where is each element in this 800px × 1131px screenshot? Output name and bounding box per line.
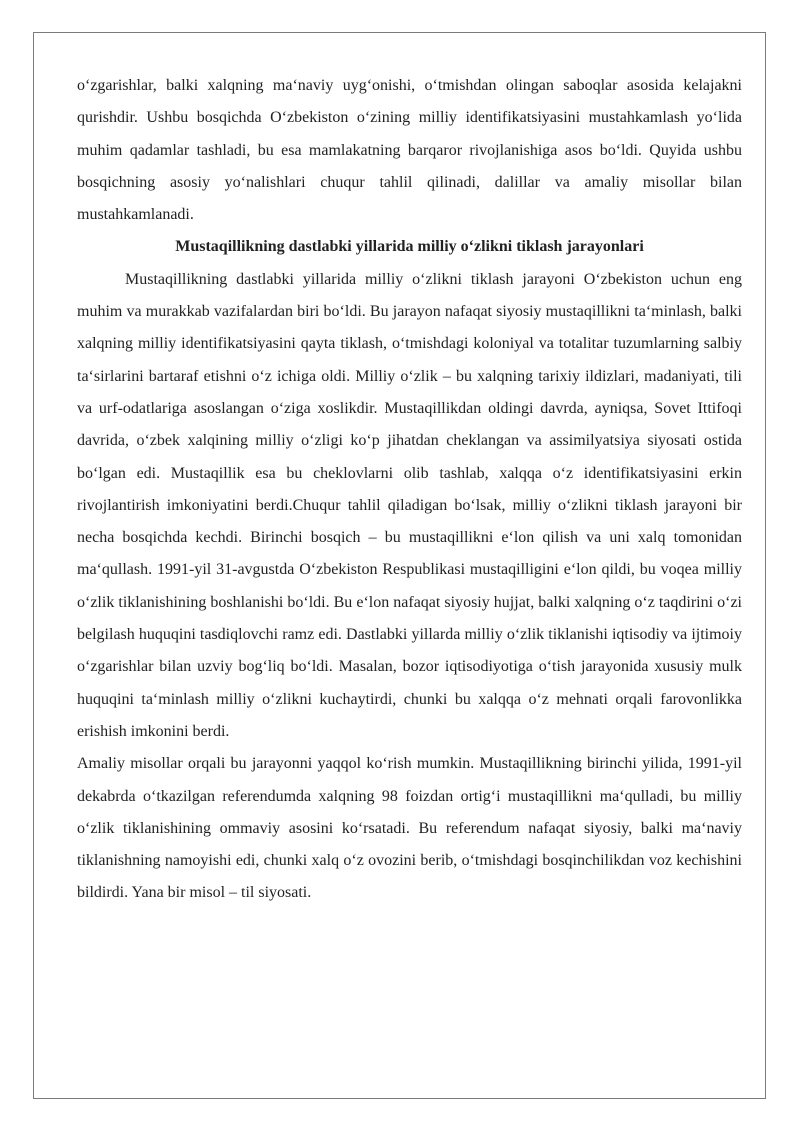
intro-paragraph: o‘zgarishlar, balki xalqning ma‘naviy uyg‘onishi, o‘tmishdan olingan saboqlar asosida kelajakni qurishdir. Ushbu bosqichda O‘zbekiston o‘zining milliy identifikatsiyasini mustahkamlash yo‘lida muhim qadamlar tashladi, bu esa mamlakatning barqaror rivojlanishiga asos bo‘ldi. Quyida ushbu bosqichning asosiy yo‘nalishlari chuqur tahlil qilinadi, dalillar va amaliy misollar bilan mustahkamlanadi. [77,77,742,224]
document-body [77,70,742,910]
body-paragraph-1: Mustaqillikning dastlabki yillarida milliy o‘zlikni tiklash jarayoni O‘zbekiston uchun eng muhim va murakkab vazifalardan biri bo‘ldi. Bu jarayon nafaqat siyosiy mustaqillikni ta‘minlash, balki xalqning milliy identifikatsiyasini qayta tiklash, o‘tmishdagi koloniyal va totalitar tuzumlarning salbiy ta‘sirlarini bartaraf etishni o‘z ichiga oldi. Milliy o‘zlik – bu xalqning tarixiy ildizlari, madaniyati, tili va urf-odatlariga asoslangan o‘ziga xoslikdir. Mustaqillikdan oldingi davrda, ayniqsa, Sovet Ittifoqi davrida, o‘zbek xalqining milliy o‘zligi ko‘p jihatdan cheklangan va assimilyatsiya siyosati ostida bo‘lgan edi. Mustaqillik esa bu cheklovlarni olib tashlab, xalqqa o‘z identifikatsiyasini erkin rivojlantirish imkoniyatini berdi.Chuqur tahlil qiladigan bo‘lsak, milliy o‘zlikni tiklash jarayoni bir necha bosqichda kechdi. Birinchi bosqich – bu mustaqillikni e‘lon qilish va uni xalq tomonidan ma‘qullash. 1991-yil 31-avgustda O‘zbekiston Respublikasi mustaqilligini e‘lon qildi, bu voqea milliy o‘zlik tiklanishining boshlanishi bo‘ldi. Bu e‘lon nafaqat siyosiy hujjat, balki xalqning o‘z taqdirini o‘zi belgilash huquqini tasdiqlovchi ramz edi. Dastlabki yillarda milliy o‘zlik tiklanishi iqtisodiy va ijtimoiy o‘zgarishlar bilan uzviy bog‘liq bo‘ldi. Masalan, bozor iqtisodiyotiga o‘tish jarayonida xususiy mulk huquqini ta‘minlash milliy o‘zlikni kuchaytirdi, chunki bu xalqqa o‘z mehnati orqali farovonlikka erishish imkonini berdi. [77,270,742,740]
body-paragraph-2: Amaliy misollar orqali bu jarayonni yaqqol ko‘rish mumkin. Mustaqillikning birinchi yilida, 1991-yil dekabrda o‘tkazilgan referendumda xalqning 98 foizdan ortig‘i mustaqillikni ma‘qulladi, bu milliy o‘zlik tiklanishining ommaviy asosini ko‘rsatadi. Bu referendum nafaqat siyosiy, balki ma‘naviy tiklanishning namoyishi edi, chunki xalq o‘z ovozini berib, o‘tmishdagi bosqinchilikdan voz kechishini bildirdi. Yana bir misol – til siyosati. [77,755,742,902]
section-heading: Mustaqillikning dastlabki yillarida milliy o‘zlikni tiklash jarayonlari [175,238,644,256]
